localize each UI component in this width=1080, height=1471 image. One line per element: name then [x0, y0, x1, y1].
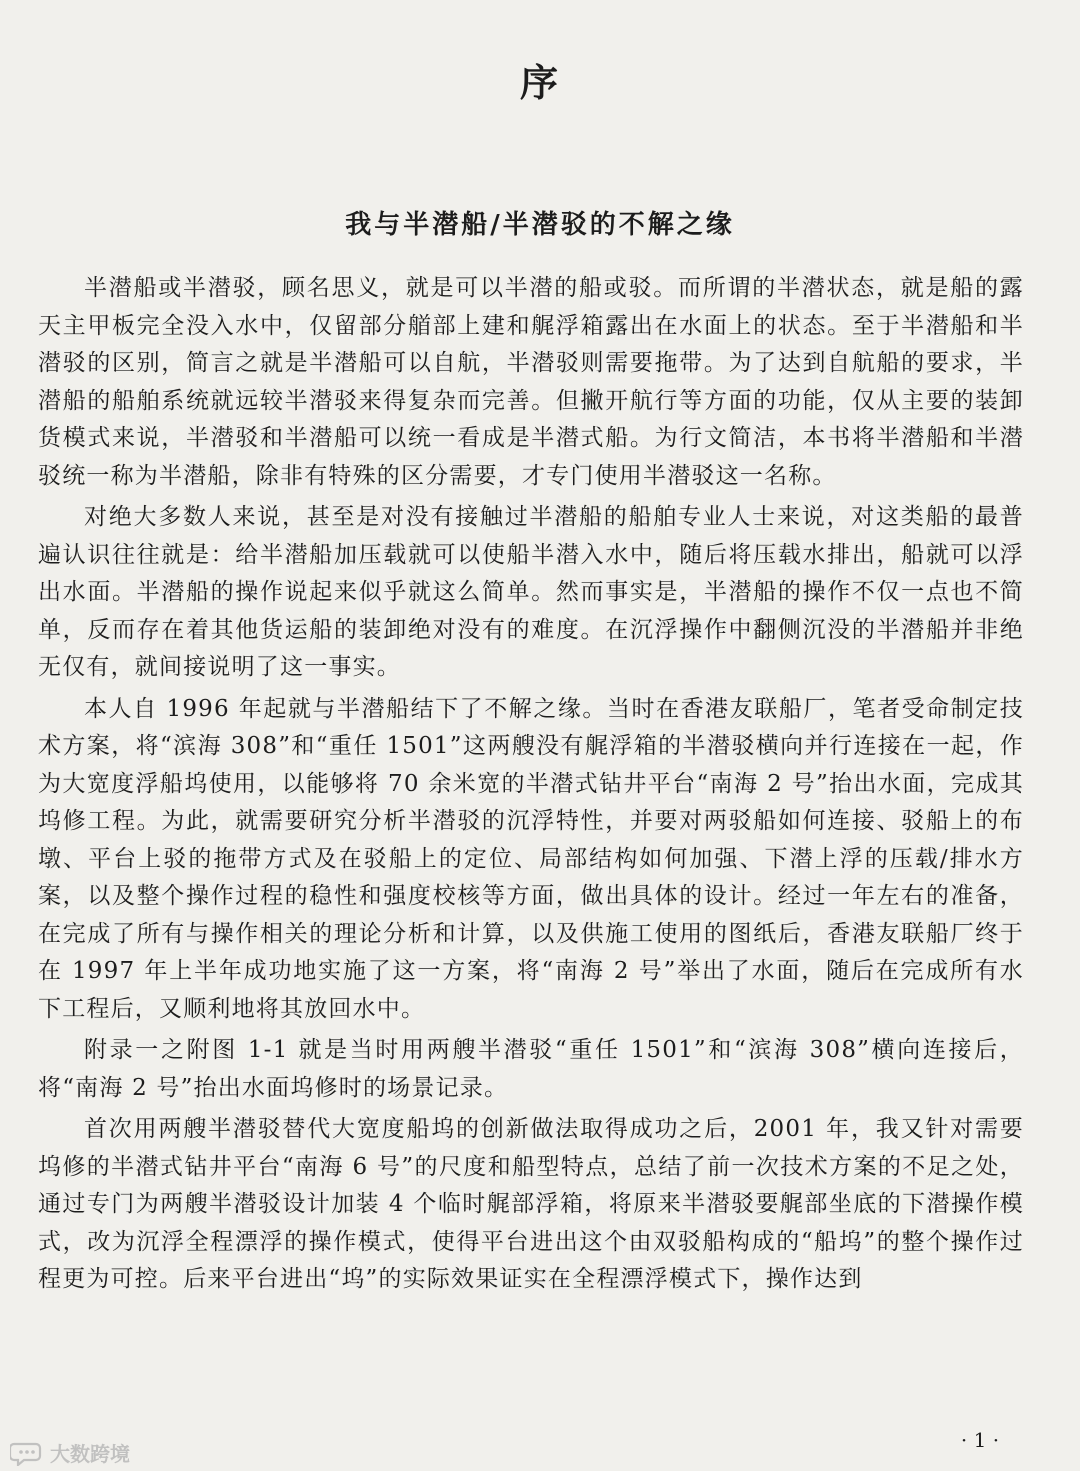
watermark-text: 大数跨境 — [50, 1442, 130, 1466]
paragraph-4: 附录一之附图 1-1 就是当时用两艘半潜驳“重任 1501”和“滨海 308”横向连接后，将“南海 2 号”抬出水面坞修时的场景记录。 — [38, 1037, 1024, 1101]
paragraph-5: 首次用两艘半潜驳替代大宽度船坞的创新做法取得成功之后，2001 年，我又针对需要坞修的半潜式钻井平台“南海 6 号”的尺度和船型特点，总结了前一次技术方案的不足之处，通过专门为两艘半潜驳设计加装 4 个临时艉部浮箱，将原来半潜驳要艉部坐底的下潜操作模式，改为沉浮全程漂浮的操作模式，使得平台进出这个由双驳船构成的“船坞”的整个操作过程更为可控。后来平台进出“坞”的实际效果证实在全程漂浮模式下，操作达到 — [38, 1116, 1024, 1292]
paragraph-2: 对绝大多数人来说，甚至是对没有接触过半潜船的船舶专业人士来说，对这类船的最普遍认识往往就是：给半潜船加压载就可以使船半潜入水中，随后将压载水排出，船就可以浮出水面。半潜船的操作说起来似乎就这么简单。然而事实是，半潜船的操作不仅一点也不简单，反而存在着其他货运船的装卸绝对没有的难度。在沉浮操作中翻侧沉没的半潜船并非绝无仅有，就间接说明了这一事实。 — [38, 504, 1024, 680]
chat-bubble-icon — [10, 1440, 46, 1466]
paragraph-1: 半潜船或半潜驳，顾名思义，就是可以半潜的船或驳。而所谓的半潜状态，就是船的露天主甲板完全没入水中，仅留部分艏部上建和艉浮箱露出在水面上的状态。至于半潜船和半潜驳的区别，简言之就是半潜船可以自航，半潜驳则需要拖带。为了达到自航船的要求，半潜船的船舶系统就远较半潜驳来得复杂而完善。但撇开航行等方面的功能，仅从主要的装卸货模式来说，半潜驳和半潜船可以统一看成是半潜式船。为行文简洁，本书将半潜船和半潜驳统一称为半潜船，除非有特殊的区分需要，才专门使用半潜驳这一名称。 — [38, 275, 1024, 489]
chapter-title: 序 — [519, 60, 560, 105]
body-text — [38, 270, 1024, 1303]
paragraph-3: 本人自 1996 年起就与半潜船结下了不解之缘。当时在香港友联船厂，笔者受命制定技术方案，将“滨海 308”和“重任 1501”这两艘没有艉浮箱的半潜驳横向并行连接在一起，作为大宽度浮船坞使用，以能够将 70 余米宽的半潜式钻井平台“南海 2 号”抬出水面，完成其坞修工程。为此，就需要研究分析半潜驳的沉浮特性，并要对两驳船如何连接、驳船上的布墩、平台上驳的拖带方式及在驳船上的定位、局部结构如何加强、下潜上浮的压载/排水方案，以及整个操作过程的稳性和强度校核等方面，做出具体的设计。经过一年左右的准备，在完成了所有与操作相关的理论分析和计算，以及供施工使用的图纸后，香港友联船厂终于在 1997 年上半年成功地实施了这一方案，将“南海 2 号”举出了水面，随后在完成所有水下工程后，又顺利地将其放回水中。 — [38, 695, 1024, 1022]
watermark — [10, 1438, 130, 1467]
section-title: 我与半潜船/半潜驳的不解之缘 — [345, 210, 735, 240]
page-number: · 1 · — [960, 1428, 1000, 1452]
